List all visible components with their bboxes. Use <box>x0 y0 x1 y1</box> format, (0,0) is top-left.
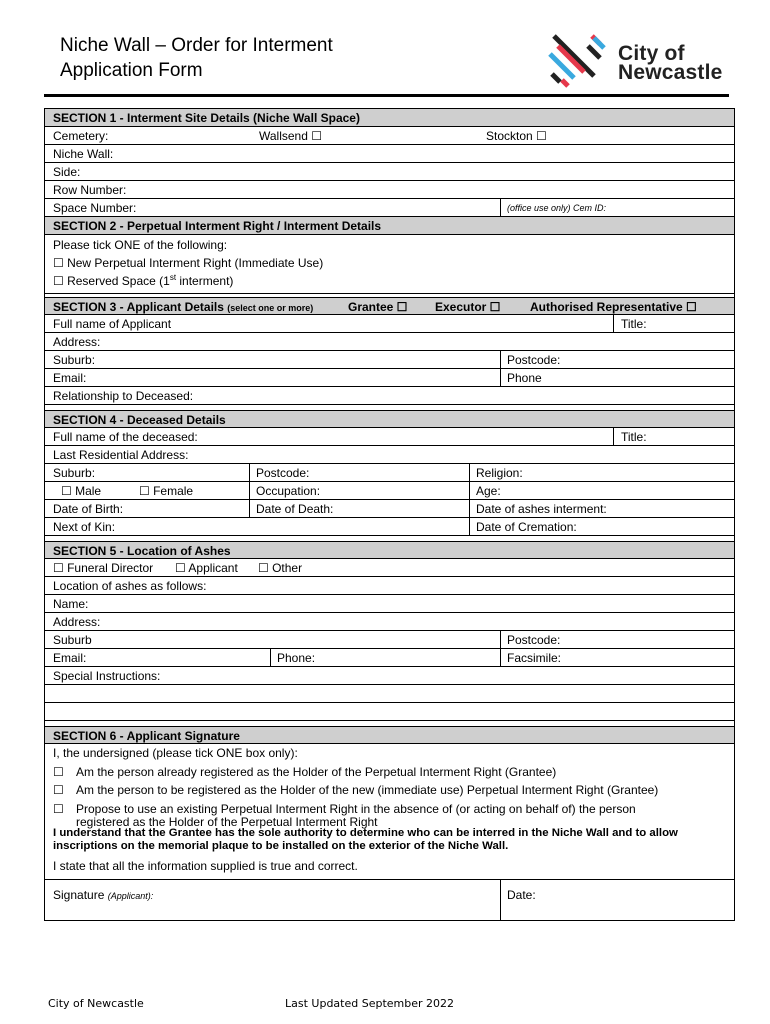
ashes-holder-row <box>45 559 734 577</box>
section-3-heading <box>45 297 734 315</box>
ashes-address-field[interactable] <box>45 613 734 631</box>
authorised-rep-checkbox[interactable]: Authorised Representative ☐ <box>530 300 697 314</box>
dates-row <box>45 500 734 518</box>
other-checkbox[interactable]: ☐ Other <box>258 561 303 575</box>
location-intro-row <box>45 577 734 595</box>
special-instructions-field[interactable] <box>45 667 734 685</box>
divider <box>249 464 250 481</box>
section-5-heading <box>45 541 734 559</box>
declaration-block <box>45 744 734 880</box>
religion-label[interactable]: Religion: <box>476 466 523 480</box>
grantee-existing-label: Am the person already registered as the Holder of the Perpetual Interment Right (Grantee) <box>76 765 557 779</box>
reserved-text-end: interment) <box>176 274 234 288</box>
grantee-new-label: Am the person to be registered as the Holder of the new (immediate use) Perpetual Interment Right (Grantee) <box>76 783 659 797</box>
header-rule <box>44 94 729 97</box>
dob-label[interactable]: Date of Birth: <box>53 502 124 516</box>
existing-right-checkbox[interactable]: ☐ <box>53 802 64 816</box>
deceased-name-label[interactable]: Full name of the deceased: <box>53 430 198 444</box>
ashes-name-field[interactable] <box>45 595 734 613</box>
title-line-2: Application Form <box>60 60 203 81</box>
section-4-title: SECTION 4 - Deceased Details <box>53 413 226 427</box>
female-checkbox[interactable]: ☐ Female <box>139 484 194 498</box>
stockton-checkbox[interactable]: Stockton ☐ <box>486 129 547 143</box>
divider <box>249 500 250 517</box>
ashes-name-label: Name: <box>53 597 89 611</box>
relationship-label: Relationship to Deceased: <box>53 389 194 403</box>
declaration-intro: I, the undersigned (please tick ONE box only): <box>53 746 298 760</box>
applicant-postcode-label[interactable]: Postcode: <box>507 353 561 367</box>
space-number-label[interactable]: Space Number: <box>53 201 137 215</box>
divider <box>249 482 250 499</box>
special-instructions-label: Special Instructions: <box>53 669 161 683</box>
footer-org: City of Newcastle <box>48 997 144 1010</box>
divider <box>613 315 614 332</box>
section-6-heading <box>45 726 734 744</box>
logo-text-line-2: Newcastle <box>618 61 723 84</box>
applicant-email-label[interactable]: Email: <box>53 371 87 385</box>
space-number-row <box>45 199 734 217</box>
grantee-existing-checkbox[interactable]: ☐ <box>53 765 64 779</box>
divider <box>469 482 470 499</box>
interment-intro: Please tick ONE of the following: <box>53 238 228 252</box>
applicant-address-field[interactable] <box>45 333 734 351</box>
divider <box>500 199 501 216</box>
male-checkbox[interactable]: ☐ Male <box>61 484 102 498</box>
signature-label: Signature <box>53 888 105 902</box>
interment-options <box>45 235 734 294</box>
ashes-address-label: Address: <box>53 615 101 629</box>
divider <box>469 464 470 481</box>
city-of-newcastle-logo <box>548 32 738 88</box>
footer-updated: Last Updated September 2022 <box>285 997 455 1010</box>
divider <box>500 631 501 648</box>
row-number-label: Row Number: <box>53 183 127 197</box>
reserved-space-checkbox[interactable] <box>53 273 233 288</box>
deceased-name-row <box>45 428 734 446</box>
divider <box>469 500 470 517</box>
age-label[interactable]: Age: <box>476 484 501 498</box>
cem-id-label[interactable]: (office use only) Cem ID: <box>507 203 607 213</box>
funeral-director-checkbox[interactable]: ☐ Funeral Director <box>53 561 154 575</box>
niche-wall-field[interactable] <box>45 145 734 163</box>
deceased-suburb-row <box>45 464 734 482</box>
section-6-title: SECTION 6 - Applicant Signature <box>53 729 240 743</box>
applicant-checkbox[interactable]: ☐ Applicant <box>175 561 238 575</box>
divider <box>500 880 501 920</box>
section-2-title: SECTION 2 - Perpetual Interment Right / Interment Details <box>53 219 382 233</box>
existing-right-label-1: Propose to use an existing Perpetual Interment Right in the absence of (or acting on behalf of) the person <box>76 802 636 816</box>
page-title <box>60 33 333 83</box>
next-of-kin-label[interactable]: Next of Kin: <box>53 520 116 534</box>
divider <box>500 369 501 386</box>
ashes-email-label[interactable]: Email: <box>53 651 87 665</box>
ashes-contact-row <box>45 649 734 667</box>
grantee-checkbox[interactable]: Grantee ☐ <box>348 300 408 314</box>
signature-field[interactable] <box>53 888 153 902</box>
wallsend-checkbox[interactable]: Wallsend ☐ <box>259 129 322 143</box>
applicant-suburb-row <box>45 351 734 369</box>
section-4-heading <box>45 410 734 428</box>
new-right-checkbox[interactable]: ☐ New Perpetual Interment Right (Immediate Use) <box>53 256 324 270</box>
divider <box>500 649 501 666</box>
ashes-postcode-label[interactable]: Postcode: <box>507 633 561 647</box>
divider <box>270 649 271 666</box>
last-address-field[interactable] <box>45 446 734 464</box>
ashes-facsimile-label[interactable]: Facsimile: <box>507 651 562 665</box>
cemetery-label: Cemetery: <box>53 129 109 143</box>
divider <box>469 518 470 535</box>
divider <box>500 351 501 368</box>
truth-statement: I state that all the information supplied is true and correct. <box>53 859 358 873</box>
dod-label[interactable]: Date of Death: <box>256 502 334 516</box>
ashes-interment-label[interactable]: Date of ashes interment: <box>476 502 607 516</box>
occupation-label[interactable]: Occupation: <box>256 484 321 498</box>
logo-mark-icon <box>548 32 610 88</box>
applicant-suburb-label[interactable]: Suburb: <box>53 353 96 367</box>
deceased-postcode-label[interactable]: Postcode: <box>256 466 310 480</box>
signature-note: (Applicant): <box>107 891 154 901</box>
last-address-label: Last Residential Address: <box>53 448 189 462</box>
cemetery-row <box>45 127 734 145</box>
section-1-title: SECTION 1 - Interment Site Details (Niche Wall Space) <box>53 111 360 125</box>
applicant-email-row <box>45 369 734 387</box>
section-3-note: (select one or more) <box>227 303 314 313</box>
existing-right-label-2: registered as the Holder of the Perpetual Interment Right <box>76 815 378 829</box>
order-form <box>44 108 735 921</box>
logo-text-line-1: City of <box>618 42 685 65</box>
gender-row <box>45 482 734 500</box>
title-line-1: Niche Wall – Order for Interment <box>60 35 333 56</box>
applicant-title-label[interactable]: Title: <box>621 317 647 331</box>
applicant-name-row <box>45 315 734 333</box>
special-instructions-line-3[interactable] <box>45 703 734 721</box>
section-1-heading <box>45 109 734 127</box>
reserved-sup: st <box>169 273 177 282</box>
location-intro-label: Location of ashes as follows: <box>53 579 207 593</box>
next-of-kin-row <box>45 518 734 536</box>
row-number-field[interactable] <box>45 181 734 199</box>
section-2-heading <box>45 217 734 235</box>
applicant-name-label[interactable]: Full name of Applicant <box>53 317 172 331</box>
grantee-new-checkbox[interactable]: ☐ <box>53 783 64 797</box>
side-field[interactable] <box>45 163 734 181</box>
grantee-authority-line-2: inscriptions on the memorial plaque to be installed on the exterior of the Niche Wall. <box>53 840 509 852</box>
signature-row <box>45 880 734 920</box>
applicant-phone-label[interactable]: Phone <box>507 371 542 385</box>
special-instructions-line-2[interactable] <box>45 685 734 703</box>
applicant-address-label: Address: <box>53 335 101 349</box>
relationship-field[interactable] <box>45 387 734 405</box>
reserved-text: ☐ Reserved Space (1 <box>53 274 170 288</box>
deceased-suburb-label[interactable]: Suburb: <box>53 466 96 480</box>
divider <box>613 428 614 445</box>
section-5-title: SECTION 5 - Location of Ashes <box>53 544 231 558</box>
ashes-suburb-row <box>45 631 734 649</box>
date-field[interactable]: Date: <box>507 888 536 902</box>
niche-wall-label: Niche Wall: <box>53 147 114 161</box>
section-3-title: SECTION 3 - Applicant Details <box>53 300 224 314</box>
ashes-suburb-label[interactable]: Suburb <box>53 633 92 647</box>
deceased-title-label[interactable]: Title: <box>621 430 647 444</box>
grantee-authority-line-1: I understand that the Grantee has the sole authority to determine who can be interred in the Niche Wall and to allow <box>53 827 678 839</box>
ashes-phone-label[interactable]: Phone: <box>277 651 316 665</box>
cremation-label[interactable]: Date of Cremation: <box>476 520 577 534</box>
side-label: Side: <box>53 165 81 179</box>
executor-checkbox[interactable]: Executor ☐ <box>435 300 501 314</box>
